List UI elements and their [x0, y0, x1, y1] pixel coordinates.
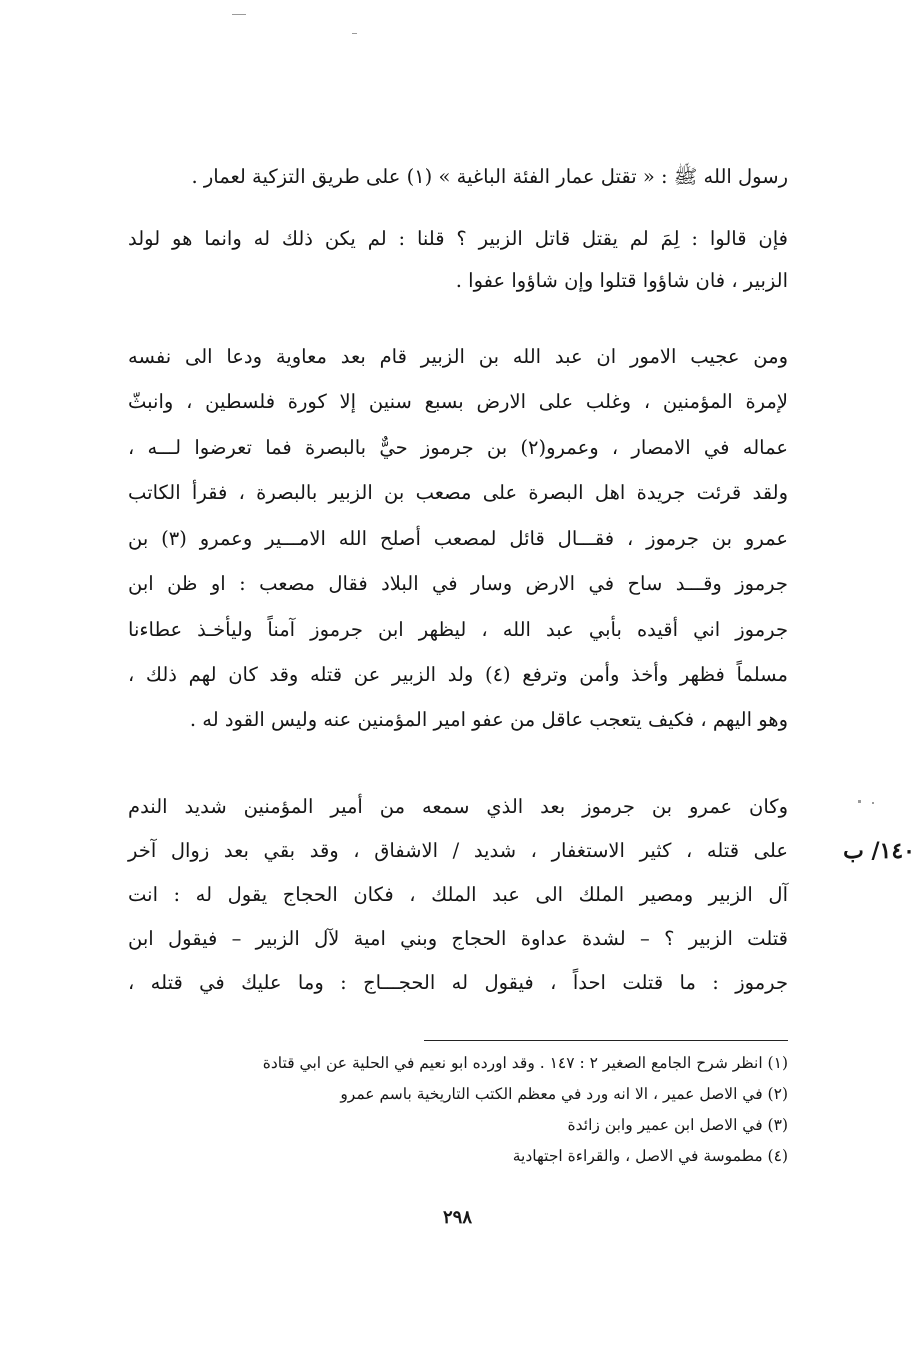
text-line: لإمرة المؤمنين ، وغلب على الارض بسبع سنين إلا كورة فلسطين ، وانبثّ	[128, 390, 788, 413]
text-line: عمرو بن جرموز ، فقـــال قائل لمصعب أصلح الله الامـــير وعمرو (٣) بن	[128, 527, 789, 550]
page-number: ٢٩٨	[442, 1207, 472, 1228]
footnote: (٢) في الاصل عمير ، الا انه ورد في معظم الكتب التاريخية باسم عمرو	[340, 1085, 788, 1103]
text-line: وهو اليهم ، فكيف يتعجب عاقل من عفو امير المؤمنين عنه وليس القود له .	[189, 708, 788, 731]
text-line: آل الزبير ومصير الملك الى عبد الملك ، فكان الحجاج يقول له : انت	[128, 883, 788, 906]
text-line: مسلماً فظهر وأخذ وأمن وترفع (٤) ولد الزبير عن قتله وقد كان لهم ذلك ،	[128, 663, 788, 686]
scan-speck	[858, 800, 861, 803]
footnote: (٣) في الاصل ابن عمير وابن زائدة	[567, 1116, 788, 1134]
text-line: فإن قالوا : لِمَ لم يقتل قاتل الزبير ؟ قلنا : لم يكن ذلك له وانما هو لولد	[128, 227, 788, 250]
scan-speck	[232, 14, 246, 15]
scan-speck	[872, 802, 874, 804]
footnote: (١) انظر شرح الجامع الصغير ٢ : ١٤٧ . وقد اورده ابو نعيم في الحلية عن ابي قتادة	[262, 1054, 788, 1072]
text-line: رسول الله ﷺ : « تقتل عمار الفئة الباغية » (١) على طريق التزكية لعمار .	[191, 165, 788, 188]
text-line: جرموز اني أقيده بأبي عبد الله ، ليظهر ابن جرموز آمناً وليأخـذ عطاءنا	[128, 618, 788, 641]
text-line: على قتله ، كثير الاستغفار ، شديد / الاشفاق ، وقد بقي بعد زوال آخر	[128, 839, 788, 862]
text-line: عماله في الامصار ، وعمرو(٢) بن جرموز حيٌّ بالبصرة فما تعرضوا لـــه ،	[128, 436, 788, 459]
footnote: (٤) مطموسة في الاصل ، والقراءة اجتهادية	[512, 1147, 788, 1165]
footnote-separator	[424, 1040, 788, 1041]
folio-margin-note: ١٤٠/ ب	[843, 838, 915, 864]
text-line: وكان عمرو بن جرموز بعد الذي سمعه من أمير المؤمنين شديد الندم	[128, 795, 788, 818]
scan-speck	[352, 33, 357, 34]
text-line: ومن عجيب الامور ان عبد الله بن الزبير قام بعد معاوية ودعا الى نفسه	[128, 345, 788, 368]
text-line: جرموز : ما قتلت احداً ، فيقول له الحجـــاج : وما عليك في قتله ،	[128, 971, 788, 994]
text-line: جرموز وقـــد ساح في الارض وسار في البلاد فقال مصعب : او ظن ابن	[128, 572, 788, 595]
text-line: ولقد قرئت جريدة اهل البصرة على مصعب بن الزبير بالبصرة ، فقرأ الكاتب	[128, 481, 788, 504]
text-line: قتلت الزبير ؟ – لشدة عداوة الحجاج وبني امية لآل الزبير – فيقول ابن	[128, 927, 788, 950]
text-line: الزبير ، فان شاؤوا قتلوا وإن شاؤوا عفوا .	[455, 269, 788, 292]
